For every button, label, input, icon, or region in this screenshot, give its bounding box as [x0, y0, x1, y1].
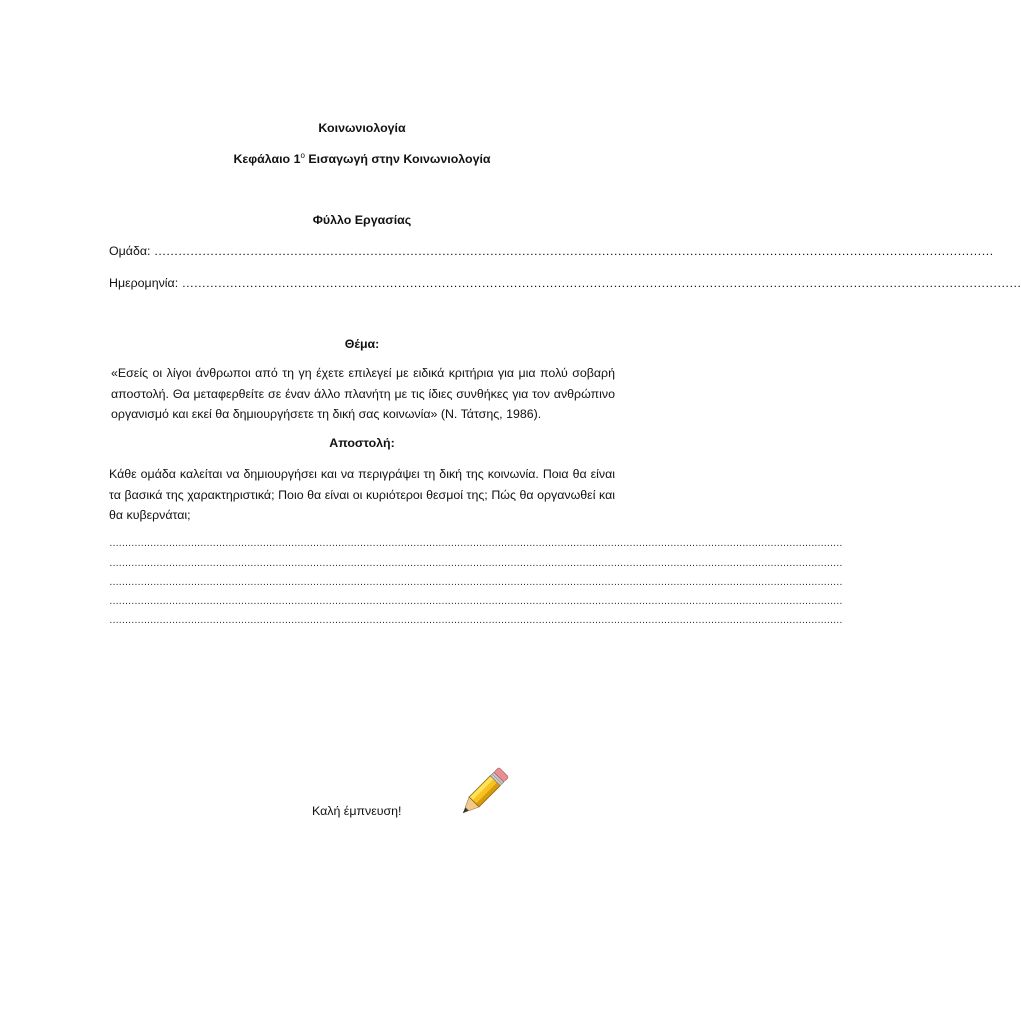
mission-text: [109, 464, 615, 526]
answer-line[interactable]: ………………………………………………………………………………………………………………………………………………………………………………………………………………: [109, 558, 843, 569]
group-field[interactable]: [109, 243, 994, 259]
closing-text: [312, 802, 402, 820]
worksheet-title-text: Φύλλο Εργασίας: [312, 213, 412, 227]
date-dots: …………………………………………………………………………………………………………………………………………………………………………………………: [181, 276, 1021, 290]
date-label: Ημερομηνία:: [109, 276, 179, 290]
date-field[interactable]: [109, 275, 1021, 291]
group-dots: …………………………………………………………………………………………………………………………………………………………………………………………: [153, 244, 994, 258]
topic-text-content: «Εσείς οι λίγοι άνθρωποι από τη γη έχετε επιλεγεί με ειδικά κριτήρια για μια πολύ σοβαρή αποστολή. Θα μεταφερθείτε σε έναν άλλο πλανήτη με τις ίδιες συνθήκες για τον ανθρώπινο οργανισμό και εκεί θα δημιουργήσετε τη δική σας κοινωνία» (Ν. Τάτσης, 1986).: [111, 366, 615, 422]
subject-title: [0, 120, 724, 136]
answer-line[interactable]: ………………………………………………………………………………………………………………………………………………………………………………………………………………: [109, 577, 843, 588]
subject-title-text: Κοινωνιολογία: [318, 121, 406, 135]
chapter-rest: Εισαγωγή στην Κοινωνιολογία: [304, 152, 491, 166]
topic-heading: [0, 336, 724, 352]
topic-text: [111, 363, 615, 425]
closing-text-content: Καλή έμπνευση!: [312, 804, 402, 818]
answer-line[interactable]: ………………………………………………………………………………………………………………………………………………………………………………………………………………: [109, 538, 843, 549]
mission-heading-text: Αποστολή:: [329, 436, 395, 450]
group-label: Ομάδα:: [109, 244, 151, 258]
pencil-icon: [452, 760, 516, 824]
chapter-title: [0, 151, 724, 167]
topic-heading-text: Θέμα:: [344, 337, 380, 351]
answer-line[interactable]: ………………………………………………………………………………………………………………………………………………………………………………………………………………: [109, 596, 843, 607]
chapter-prefix: Κεφάλαιο 1: [233, 152, 301, 166]
chapter-ordinal: ο: [300, 151, 305, 160]
mission-text-content: Κάθε ομάδα καλείται να δημιουργήσει και να περιγράψει τη δική της κοινωνία. Ποια θα είναι τα βασικά της χαρακτηριστικά; Ποιο θα είναι οι κυριότεροι θεσμοί της; Πώς θα οργανωθεί και θα κυβερνάται;: [109, 467, 615, 523]
worksheet-title: [0, 212, 724, 228]
answer-line[interactable]: ………………………………………………………………………………………………………………………………………………………………………………………………………………: [109, 615, 843, 626]
mission-heading: [0, 435, 724, 451]
